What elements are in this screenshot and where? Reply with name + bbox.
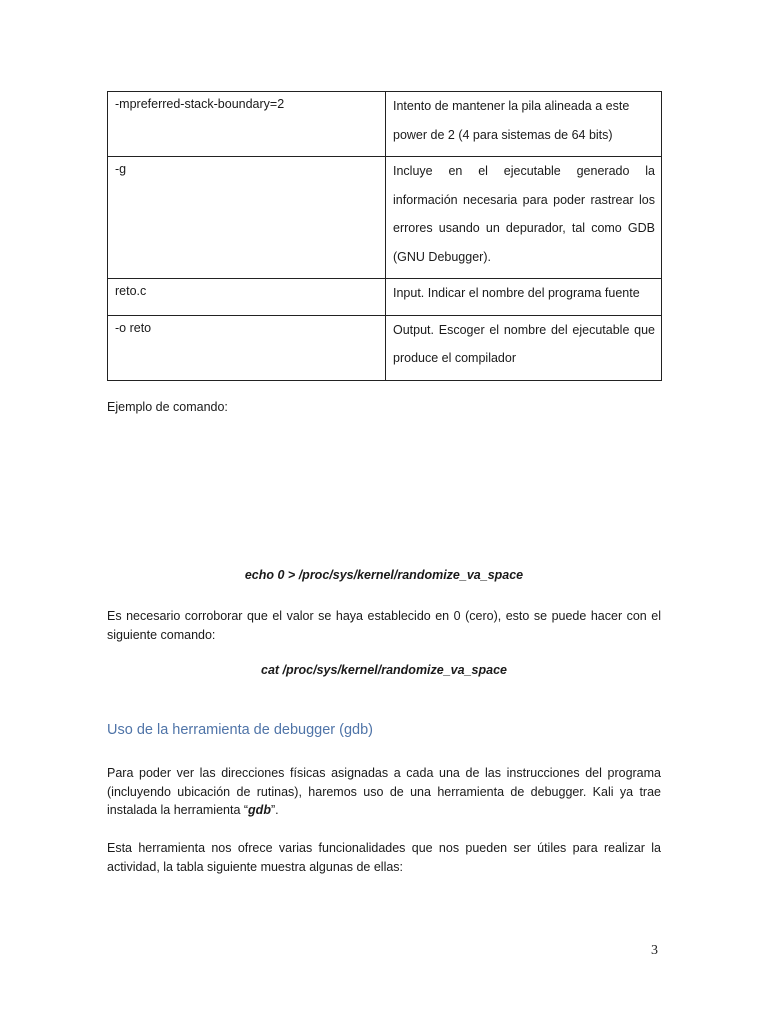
table-row [108, 315, 662, 380]
description-cell: Incluye en el ejecutable generado la información necesaria para poder rastrear los errores usando un depurador, tal como GDB (GNU Debugger). [386, 157, 662, 279]
section-heading: Uso de la herramienta de debugger (gdb) [107, 722, 373, 738]
option-cell: -g [108, 157, 386, 279]
description-cell: Input. Indicar el nombre del programa fuente [386, 279, 662, 316]
table-row [108, 157, 662, 279]
option-cell: reto.c [108, 279, 386, 316]
para-text: ”. [270, 803, 279, 817]
gdb-intro-paragraph [107, 764, 661, 820]
description-cell: Intento de mantener la pila alineada a este power de 2 (4 para sistemas de 64 bits) [386, 92, 662, 157]
page-number: 3 [651, 943, 658, 958]
table-row [108, 279, 662, 316]
para-text: Para poder ver las direcciones físicas asignadas a cada una de las instrucciones del programa (incluyendo ubicación de rutinas), haremos uso de una herramienta de debugger. Kali ya trae instalada la herramienta “ [107, 766, 661, 817]
example-label: Ejemplo de comando: [107, 400, 228, 414]
option-cell: -o reto [108, 315, 386, 380]
table-row [108, 92, 662, 157]
tool-name: gdb [248, 803, 271, 817]
description-cell: Output. Escoger el nombre del ejecutable que produce el compilador [386, 315, 662, 380]
verify-paragraph: Es necesario corroborar que el valor se haya establecido en 0 (cero), esto se puede hacer con el siguiente comando: [107, 609, 661, 642]
compiler-options-table [107, 91, 662, 381]
command-check-aslr: cat /proc/sys/kernel/randomize_va_space [261, 663, 507, 677]
command-disable-aslr: echo 0 > /proc/sys/kernel/randomize_va_space [244, 568, 524, 582]
gdb-features-paragraph: Esta herramienta nos ofrece varias funcionalidades que nos pueden ser útiles para realizar la actividad, la tabla siguiente muestra algunas de ellas: [107, 841, 661, 874]
option-cell: -mpreferred-stack-boundary=2 [108, 92, 386, 157]
